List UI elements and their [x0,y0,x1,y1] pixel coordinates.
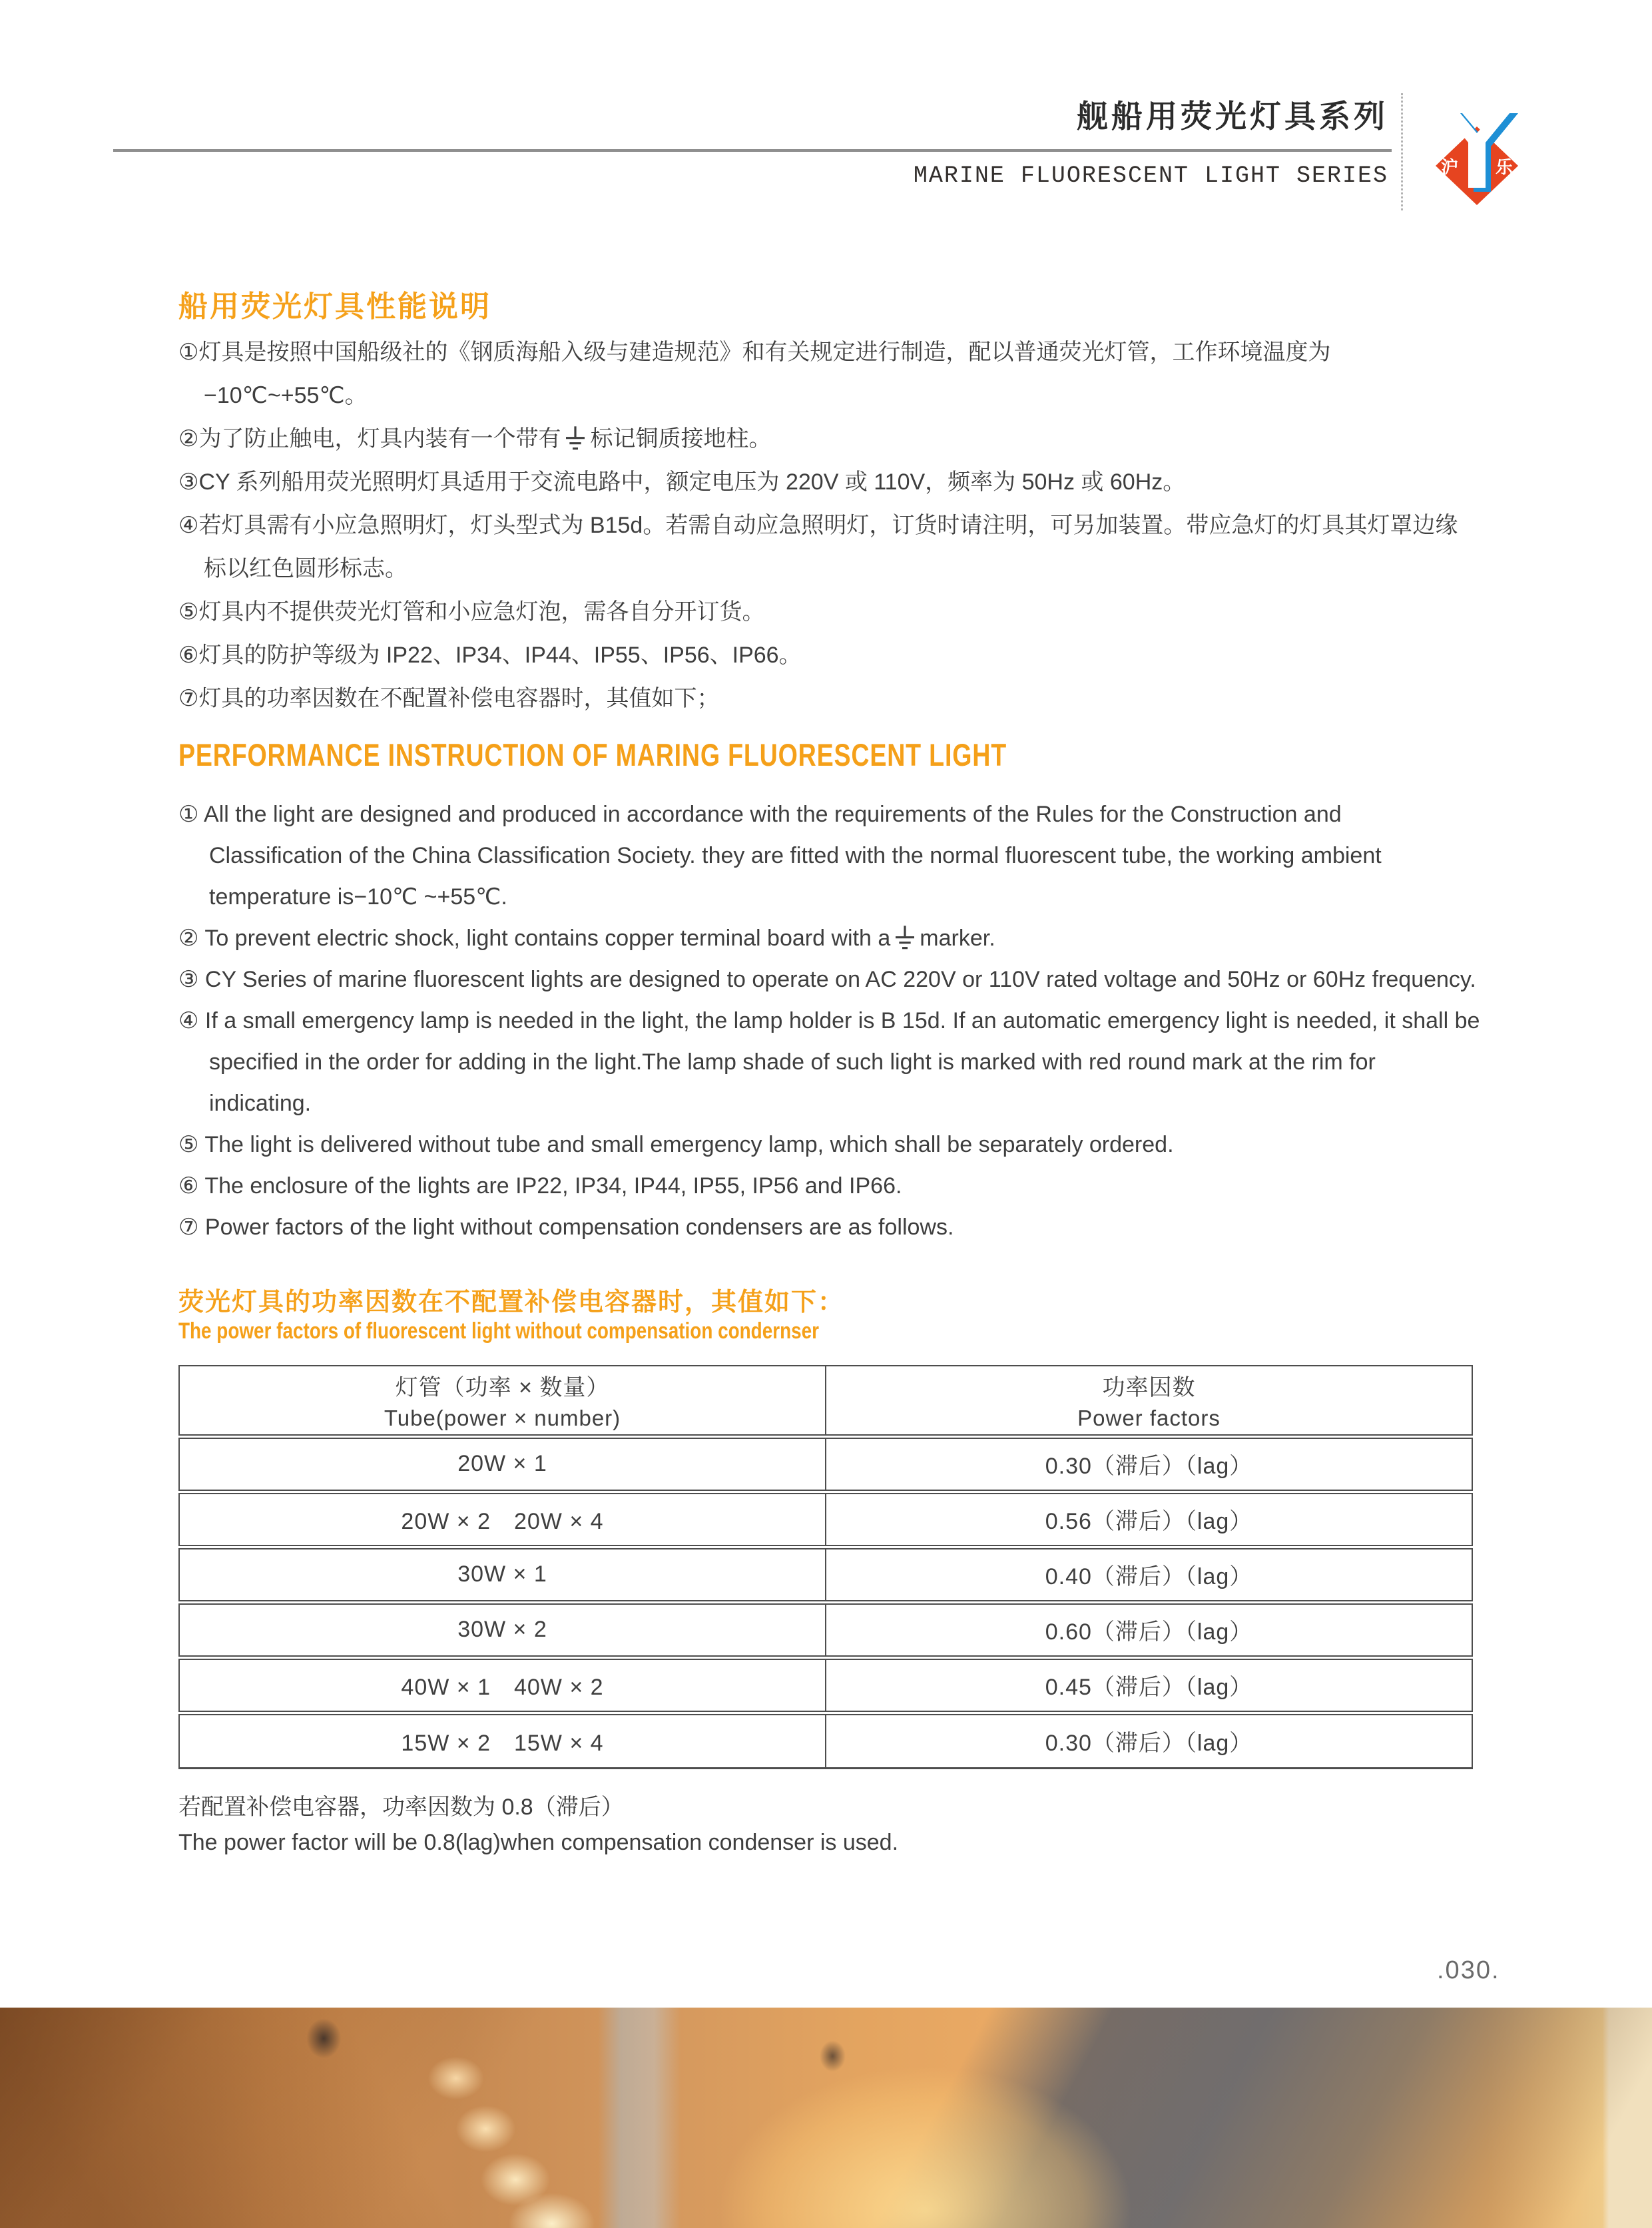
tube-cell: 40W × 1 40W × 2 [179,1657,826,1713]
power-factor-cell: 0.40（滞后）（lag） [826,1547,1472,1602]
list-item: ①灯具是按照中国船级社的《钢质海船入级与建造规范》和有关规定进行制造，配以普通荧光灯管，工作环境温度为 −10℃~+55℃。 [178,340,1331,408]
table-row [179,1602,1472,1657]
list-item: ⑤ The light is delivered without tube and small emergency lamp, which shall be separately ordered. [178,1132,1174,1157]
power-factor-cell: 0.45（滞后）（lag） [826,1657,1472,1713]
column-header-tube-en: Tube(power × number) [384,1406,621,1431]
earth-ground-icon [565,426,586,451]
table-row [179,1713,1472,1768]
list-item: ⑥ The enclosure of the lights are IP22, IP34, IP44, IP55, IP56 and IP66. [178,1173,902,1199]
tube-cell: 30W × 1 [179,1547,826,1602]
earth-ground-icon [894,926,916,951]
power-factor-cell: 0.60（滞后）（lag） [826,1602,1472,1657]
column-header-tube [179,1366,826,1436]
column-header-powerfactor-en: Power factors [1077,1406,1221,1431]
company-logo [1425,100,1529,205]
list-item: ① All the light are designed and produced in accordance with the requirements of the Rules for the Construction and Classification of the China Classification Society. they are fitted with the normal fluorescent tube, the working ambient temperature is−10℃ ~+55℃. [178,802,1382,910]
tube-cell: 30W × 2 [179,1602,826,1657]
footnote-zh: 若配置补偿电容器，功率因数为 0.8（滞后） [178,1795,624,1820]
list-item: ④ If a small emergency lamp is needed in the light, the lamp holder is B 15d. If an automatic emergency light is needed, it shall be specified in the order for adding in the light.The lamp shade of such light is marked with red round mark at the rim for indicating. [178,1008,1480,1116]
list-item: ④若灯具需有小应急照明灯，灯头型式为 B15d。若需自动应急照明灯，订货时请注明，可另加装置。带应急灯的灯具其灯罩边缘标以红色圆形标志。 [178,513,1458,581]
header-rule [113,149,1392,152]
list-item-text: ② To prevent electric shock, light contains copper terminal board with a [178,926,891,951]
footnote-en: The power factor will be 0.8(lag)when compensation condenser is used. [178,1830,899,1855]
page-title-en: MARINE FLUORESCENT LIGHT SERIES [913,162,1388,189]
tube-cell: 15W × 2 15W × 4 [179,1713,826,1768]
table-title-zh: 荧光灯具的功率因数在不配置补偿电容器时，其值如下： [178,1288,845,1316]
header-dotted-divider [1401,93,1403,210]
list-item-text: ②为了防止触电，灯具内装有一个带有 [178,426,561,451]
section-title-en: PERFORMANCE INSTRUCTION OF MARING FLUORESCENT LIGHT [178,737,1007,772]
table-title-en: The power factors of fluorescent light without compensation condernser [178,1318,819,1344]
column-header-powerfactor-zh: 功率因数 [1102,1375,1196,1401]
performance-list-zh [178,331,1478,720]
logo-char-center: H [1470,152,1484,172]
table-row [179,1436,1472,1492]
list-item: ③CY 系列船用荧光照明灯具适用于交流电路中，额定电压为 220V 或 110V，频率为 50Hz 或 60Hz。 [178,469,1186,495]
tube-cell: 20W × 2 20W × 4 [179,1492,826,1547]
power-factor-cell: 0.30（滞后）（lag） [826,1713,1472,1768]
table-header-row [179,1366,1472,1436]
logo-char-right: 乐 [1495,157,1514,177]
list-item-text: 标记铜质接地柱。 [590,426,772,451]
column-header-tube-zh: 灯管（功率 × 数量） [395,1375,610,1401]
company-logo-icon [1425,100,1529,205]
bottom-photo-industrial [0,2008,1652,2228]
list-item: ⑤灯具内不提供荧光灯管和小应急灯泡，需各自分开订货。 [178,599,765,625]
list-item [178,418,1478,461]
power-factor-cell: 0.56（滞后）（lag） [826,1492,1472,1547]
list-item: ⑥灯具的防护等级为 IP22、IP34、IP44、IP55、IP56、IP66。 [178,643,802,668]
table-row [179,1657,1472,1713]
page-number: .030. [1437,1956,1500,1984]
section-title-zh: 船用荧光灯具性能说明 [178,290,491,323]
logo-char-left: 沪 [1440,157,1459,177]
performance-list-en [178,794,1481,1248]
table-row [179,1547,1472,1602]
list-item: ③ CY Series of marine fluorescent lights are designed to operate on AC 220V or 110V rated voltage and 50Hz or 60Hz frequency. [178,967,1476,992]
tube-cell: 20W × 1 [179,1436,826,1492]
table-row [179,1492,1472,1547]
column-header-powerfactor [826,1366,1472,1436]
list-item-text: marker. [920,926,995,951]
page-title-zh: 舰船用荧光灯具系列 [1077,99,1388,135]
list-item: ⑦ Power factors of the light without compensation condensers are as follows. [178,1215,954,1240]
power-factor-cell: 0.30（滞后）（lag） [826,1436,1472,1492]
list-item: ⑦灯具的功率因数在不配置补偿电容器时，其值如下； [178,686,720,711]
list-item [178,918,1481,959]
power-factor-table [178,1365,1473,1769]
